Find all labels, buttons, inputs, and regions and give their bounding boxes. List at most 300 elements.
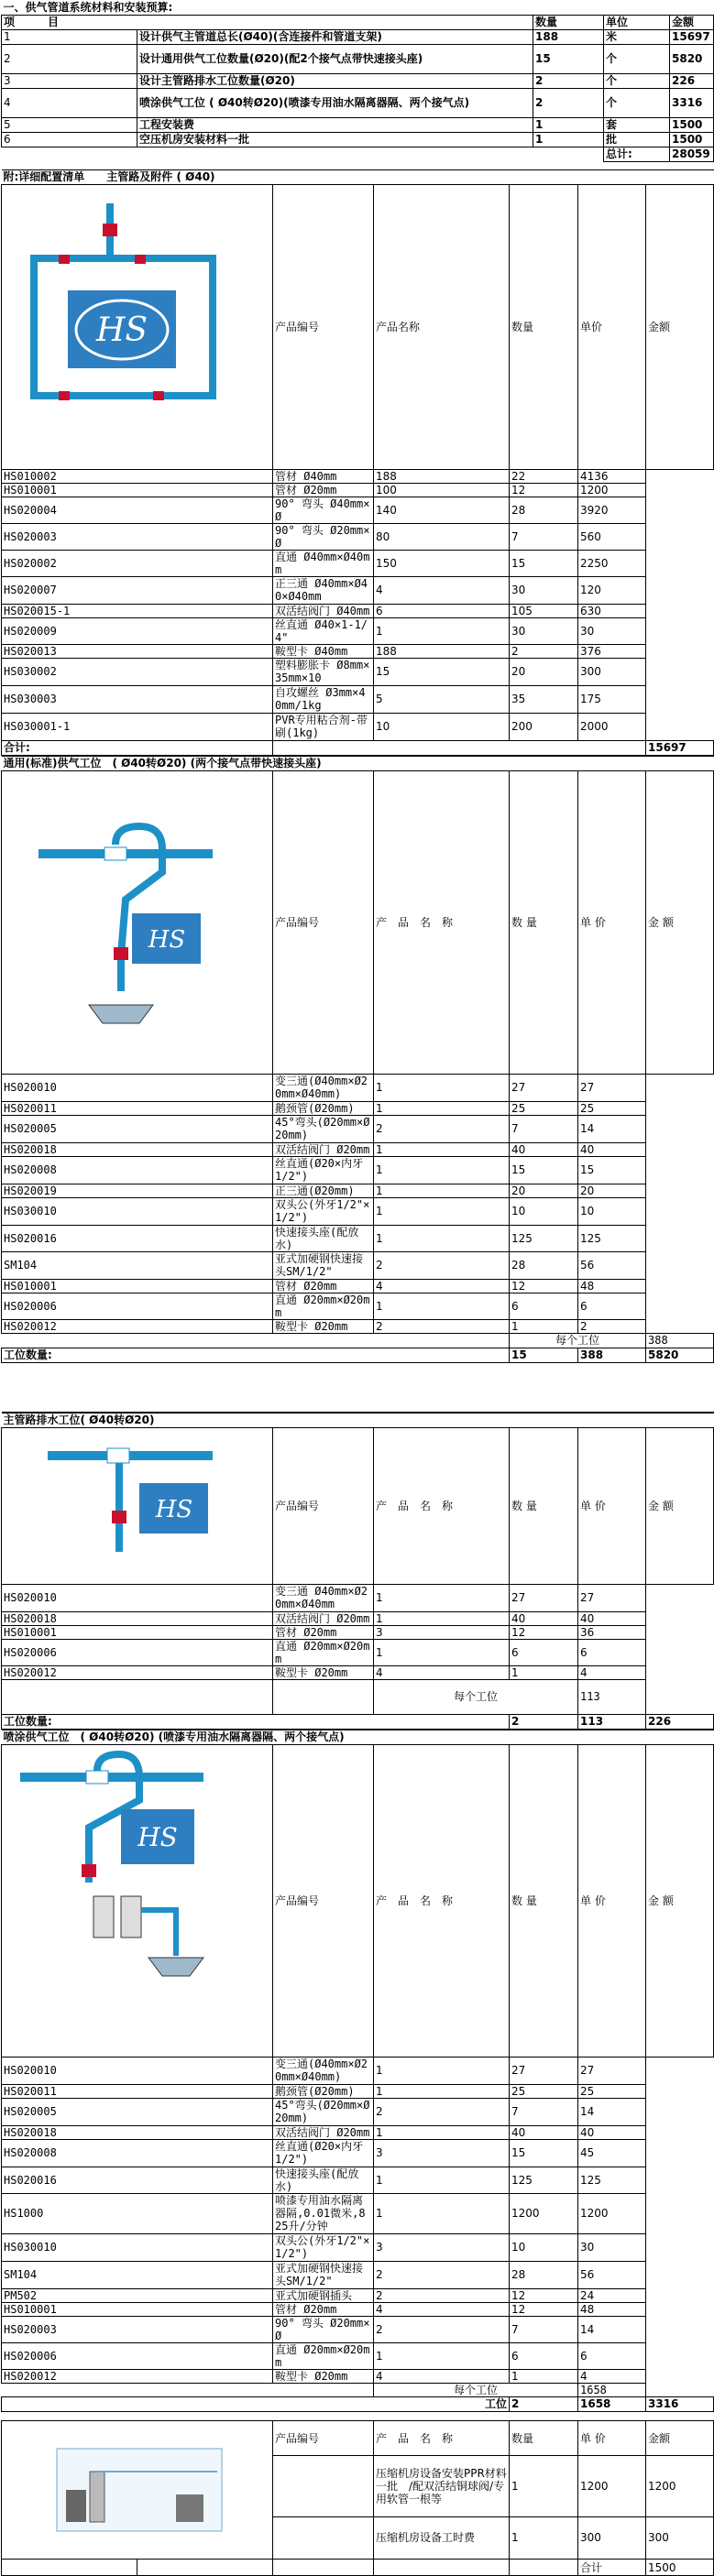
col-header-code: 产品编号 <box>273 770 374 1074</box>
cell-price: 27 <box>510 1074 578 1101</box>
summary-row <box>2 117 714 132</box>
cell-code: HS030003 <box>2 685 273 713</box>
table-row <box>2 713 714 740</box>
row-item: 设计供气主管道总长(Ø40)(含连接件和管道支架) <box>137 29 533 44</box>
cell-name: 管材 Ø20mm <box>273 1279 374 1293</box>
table-row <box>2 1625 714 1639</box>
section-total-label: 合计 <box>578 2560 646 2576</box>
cell-price: 6 <box>510 2342 578 2369</box>
col-header-name: 产 品 名 称 <box>374 1744 510 2057</box>
cell-qty: 1 <box>374 2167 510 2193</box>
col-header-code: 产品编号 <box>273 2421 374 2456</box>
per-station-label: 每个工位 <box>510 1333 646 1348</box>
cell-name: 管材 Ø20mm <box>273 1625 374 1639</box>
cell-price: 27 <box>510 1584 578 1611</box>
cell-code: HS020002 <box>2 550 273 576</box>
compressor-room-diagram <box>2 2421 273 2560</box>
cell-amount: 30 <box>578 2233 646 2261</box>
spray-station-table <box>1 1730 714 2412</box>
table-row <box>2 2261 714 2288</box>
svg-text:HS: HS <box>95 311 148 349</box>
cell-price: 15 <box>510 1156 578 1184</box>
svg-text:HS: HS <box>137 1822 178 1852</box>
table-row <box>2 2369 714 2383</box>
cell-name: 直通 Ø20mm×Ø20mm <box>273 2342 374 2369</box>
table-row <box>2 604 714 617</box>
cell-name: 丝直通(Ø20×内牙1/2") <box>273 2139 374 2167</box>
cell-price: 27 <box>510 2057 578 2084</box>
cell-price: 12 <box>510 2302 578 2316</box>
cell-name: 管材 Ø20mm <box>273 2302 374 2316</box>
spray-station-diagram <box>2 1744 273 2057</box>
col-header-amount: 金额 <box>646 184 714 469</box>
cell-price: 1200 <box>578 2456 646 2516</box>
cell-code: HS020010 <box>2 1074 273 1101</box>
cell-code: HS020011 <box>2 2084 273 2098</box>
cell-qty: 4 <box>374 1279 510 1293</box>
cell-name: 双活结阀门 Ø20mm <box>273 1142 374 1156</box>
table-row <box>2 497 714 523</box>
table-row <box>2 576 714 604</box>
cell-amount: 300 <box>578 658 646 685</box>
cell-amount: 4 <box>578 2369 646 2383</box>
table-row <box>2 1074 714 1101</box>
row-qty: 1 <box>533 132 604 147</box>
cell-name: 双活结阀门 Ø40mm <box>273 604 374 617</box>
cell-name: 管材 Ø20mm <box>273 483 374 497</box>
table-row <box>2 1293 714 1319</box>
cell-amount: 25 <box>578 2084 646 2098</box>
pipe-diagram-icon <box>2 771 271 1074</box>
cell-amount: 56 <box>578 2261 646 2288</box>
cell-qty: 1 <box>374 1197 510 1225</box>
cell-price: 10 <box>510 2233 578 2261</box>
main-pipe-diagram <box>2 184 273 469</box>
cell-price: 15 <box>510 2139 578 2167</box>
table-row <box>2 617 714 644</box>
compressor-room-table <box>1 2412 714 2576</box>
grand-total-label: 总计: <box>604 147 670 161</box>
summary-header-qty: 数量 <box>533 15 604 29</box>
cell-price: 25 <box>510 1101 578 1115</box>
cell-code: HS020005 <box>2 1115 273 1142</box>
summary-table <box>1 0 714 162</box>
row-qty: 2 <box>533 73 604 88</box>
cell-qty: 1 <box>374 1184 510 1197</box>
summary-header-item: 项 目 <box>2 15 533 29</box>
cell-name: 快速接头座(配放水) <box>273 2167 374 2193</box>
cell-amount: 630 <box>578 604 646 617</box>
col-header-name: 产品名称 <box>374 184 510 469</box>
cell-code: HS030001-1 <box>2 713 273 740</box>
cell-amount: 6 <box>578 1639 646 1665</box>
cell-amount: 6 <box>578 2342 646 2369</box>
station-count: 15 <box>510 1348 578 1362</box>
station-unit-price: 388 <box>578 1348 646 1362</box>
station-count-label: 工位数量: <box>2 1348 510 1362</box>
cell-name: 正三通(Ø20mm) <box>273 1184 374 1197</box>
col-header-price: 单 价 <box>578 1427 646 1584</box>
cell-qty: 2 <box>374 1115 510 1142</box>
cell-price: 1200 <box>510 2193 578 2233</box>
table-row <box>2 1279 714 1293</box>
col-header-name: 产 品 名 称 <box>374 770 510 1074</box>
svg-text:HS: HS <box>155 1496 193 1523</box>
cell-qty: 1 <box>374 617 510 644</box>
cell-name: 鞍型卡 Ø40mm <box>273 644 374 658</box>
cell-code: HS020012 <box>2 1319 273 1333</box>
cell-qty: 1 <box>374 1584 510 1611</box>
cell-name: 双活结阀门 Ø20mm <box>273 2125 374 2139</box>
table-row <box>2 2125 714 2139</box>
standard-station-table <box>1 756 714 1413</box>
table-row <box>2 658 714 685</box>
cell-price: 12 <box>510 1625 578 1639</box>
row-amount: 15697 <box>670 29 714 44</box>
cell-name: 压缩机房设备工时费 <box>374 2516 510 2559</box>
cell-price: 105 <box>510 604 578 617</box>
cell-price: 10 <box>510 1197 578 1225</box>
cell-price: 28 <box>510 2261 578 2288</box>
cell-price: 12 <box>510 483 578 497</box>
cell-price: 35 <box>510 685 578 713</box>
station-unit-price: 113 <box>578 1714 646 1729</box>
cell-qty: 1 <box>374 1156 510 1184</box>
cell-name: 鞍型卡 Ø20mm <box>273 1665 374 1679</box>
section-total-value: 15697 <box>646 740 714 755</box>
cell-qty: 1 <box>374 2057 510 2084</box>
cell-name: 90° 弯头 Ø20mm×Ø <box>273 523 374 550</box>
cell-name: 直通 Ø40mm×Ø40mm <box>273 550 374 576</box>
cell-name: 丝直通(Ø20×内牙1/2") <box>273 1156 374 1184</box>
cell-name: 鞍型卡 Ø20mm <box>273 1319 374 1333</box>
cell-name: 变三通(Ø40mm×Ø20mm×Ø40mm) <box>273 1074 374 1101</box>
cell-amount: 2000 <box>578 713 646 740</box>
section-title: 通用(标准)供气工位 ( Ø40转Ø20) (两个接气点带快速接头座) <box>2 756 714 770</box>
summary-row <box>2 132 714 147</box>
cell-qty: 1 <box>510 2456 578 2516</box>
table-row <box>2 2302 714 2316</box>
row-qty: 188 <box>533 29 604 44</box>
cell-amount: 560 <box>578 523 646 550</box>
cell-price: 7 <box>510 523 578 550</box>
cell-price: 7 <box>510 2316 578 2342</box>
cell-amount: 14 <box>578 2316 646 2342</box>
cell-name: 亚式加硬钢插头 <box>273 2288 374 2302</box>
cell-amount: 376 <box>578 644 646 658</box>
summary-row <box>2 73 714 88</box>
cell-price: 125 <box>510 2167 578 2193</box>
drain-station-table <box>1 1413 714 1730</box>
cell-amount: 48 <box>578 1279 646 1293</box>
cell-amount: 36 <box>578 1625 646 1639</box>
row-number: 2 <box>2 44 137 73</box>
cell-qty: 1 <box>374 1074 510 1101</box>
cell-code: HS020010 <box>2 1584 273 1611</box>
cell-amount: 40 <box>578 1142 646 1156</box>
cell-amount: 2 <box>578 1319 646 1333</box>
cell-amount: 24 <box>578 2288 646 2302</box>
cell-price: 1 <box>510 1319 578 1333</box>
col-header-name: 产 品 名 称 <box>374 2421 510 2456</box>
cell-code: HS020016 <box>2 2167 273 2193</box>
table-row <box>2 2288 714 2302</box>
row-item: 工程安装费 <box>137 117 533 132</box>
cell-amount: 300 <box>646 2516 714 2559</box>
cell-price: 30 <box>510 576 578 604</box>
cell-name: 90° 弯头 Ø40mm×Ø <box>273 497 374 523</box>
cell-name: 亚式加硬钢快速接头SM/1/2" <box>273 2261 374 2288</box>
station-total: 226 <box>646 1714 714 1729</box>
cell-price: 2 <box>510 644 578 658</box>
row-unit: 批 <box>604 132 670 147</box>
drain-station-diagram <box>2 1427 273 1584</box>
cell-amount: 2250 <box>578 550 646 576</box>
cell-code: HS020003 <box>2 2316 273 2342</box>
cell-price: 30 <box>510 617 578 644</box>
cell-code <box>273 2456 374 2516</box>
cell-price: 1 <box>510 2369 578 2383</box>
cell-price: 20 <box>510 658 578 685</box>
section-total-label: 合计: <box>2 740 273 755</box>
cell-amount: 4 <box>578 1665 646 1679</box>
table-row <box>2 1197 714 1225</box>
cell-qty: 1 <box>374 2084 510 2098</box>
cell-price: 200 <box>510 713 578 740</box>
cell-amount: 6 <box>578 1293 646 1319</box>
col-header-qty: 数 量 <box>510 1427 578 1584</box>
cell-code: HS1000 <box>2 2193 273 2233</box>
cell-name: 亚式加硬钢快速接头SM/1/2" <box>273 1251 374 1279</box>
cell-amount: 48 <box>578 2302 646 2316</box>
cell-qty: 2 <box>374 2288 510 2302</box>
cell-code: HS020012 <box>2 1665 273 1679</box>
cell-name: 变三通 Ø40mm×Ø20mm×Ø40mm <box>273 1584 374 1611</box>
cell-price: 40 <box>510 2125 578 2139</box>
cell-code: HS020006 <box>2 1639 273 1665</box>
summary-row <box>2 88 714 117</box>
col-header-amount: 金 额 <box>646 1427 714 1584</box>
cell-code: HS020004 <box>2 497 273 523</box>
table-row <box>2 1115 714 1142</box>
cell-code: HS020016 <box>2 1225 273 1251</box>
per-station-label: 每个工位 <box>374 2383 578 2396</box>
cell-code: PM502 <box>2 2288 273 2302</box>
cell-amount: 3920 <box>578 497 646 523</box>
section-total-value: 1500 <box>646 2560 714 2576</box>
table-row <box>2 2057 714 2084</box>
row-amount: 1500 <box>670 117 714 132</box>
per-station-value: 1658 <box>578 2383 646 2396</box>
cell-price: 1 <box>510 1665 578 1679</box>
per-station-value: 388 <box>646 1333 714 1348</box>
cell-code: HS020019 <box>2 1184 273 1197</box>
cell-qty: 1 <box>374 2125 510 2139</box>
cell-amount: 27 <box>578 1074 646 1101</box>
cell-price: 7 <box>510 2098 578 2125</box>
cell-qty: 4 <box>374 2369 510 2383</box>
cell-amount: 1200 <box>646 2456 714 2516</box>
pipe-diagram-icon <box>2 2421 271 2559</box>
cell-qty: 1 <box>374 1225 510 1251</box>
table-row <box>2 523 714 550</box>
station-total: 5820 <box>646 1348 714 1362</box>
section-title: 附:详细配置清单 主管路及附件 ( Ø40) <box>2 169 714 184</box>
cell-amount: 125 <box>578 2167 646 2193</box>
col-header-qty: 数量 <box>510 184 578 469</box>
cell-code: HS020007 <box>2 576 273 604</box>
row-item: 空压机房安装材料一批 <box>137 132 533 147</box>
cell-amount: 40 <box>578 2125 646 2139</box>
cell-name: 鹅颈管(Ø20mm) <box>273 1101 374 1115</box>
cell-amount: 15 <box>578 1156 646 1184</box>
cell-price: 20 <box>510 1184 578 1197</box>
cell-code: HS010001 <box>2 2302 273 2316</box>
standard-station-diagram <box>2 770 273 1074</box>
row-number: 5 <box>2 117 137 132</box>
cell-code: HS020012 <box>2 2369 273 2383</box>
cell-qty: 2 <box>374 1251 510 1279</box>
row-number: 4 <box>2 88 137 117</box>
cell-name: 直通 Ø20mm×Ø20mm <box>273 1293 374 1319</box>
cell-price: 22 <box>510 469 578 483</box>
cell-code: HS020013 <box>2 644 273 658</box>
cell-code: HS020015-1 <box>2 604 273 617</box>
table-row <box>2 1665 714 1679</box>
cell-qty: 6 <box>374 604 510 617</box>
cell-qty: 2 <box>374 2261 510 2288</box>
row-item: 设计主管路排水工位数量(Ø20) <box>137 73 533 88</box>
cell-amount: 14 <box>578 2098 646 2125</box>
cell-name: 正三通 Ø40mm×Ø40×Ø40mm <box>273 576 374 604</box>
row-amount: 226 <box>670 73 714 88</box>
cell-qty: 2 <box>374 2098 510 2125</box>
grand-total-value: 28059 <box>670 147 714 161</box>
col-header-qty: 数 量 <box>510 770 578 1074</box>
cell-price: 40 <box>510 1611 578 1625</box>
cell-qty: 1 <box>374 2342 510 2369</box>
cell-qty: 3 <box>374 2233 510 2261</box>
cell-code: HS020005 <box>2 2098 273 2125</box>
table-row <box>2 1101 714 1115</box>
pipe-diagram-icon <box>2 1428 271 1584</box>
cell-qty: 100 <box>374 483 510 497</box>
col-header-code: 产品编号 <box>273 1744 374 2057</box>
cell-qty: 1 <box>510 2516 578 2559</box>
station-count-label: 工位数量: <box>2 1714 510 1729</box>
row-unit: 个 <box>604 73 670 88</box>
cell-name: 喷漆专用油水隔离器隔,0.01微米,825升/分钟 <box>273 2193 374 2233</box>
cell-name: 变三通(Ø40mm×Ø20mm×Ø40mm) <box>273 2057 374 2084</box>
cell-code: SM104 <box>2 1251 273 1279</box>
cell-qty: 3 <box>374 1625 510 1639</box>
cell-code: HS020018 <box>2 1611 273 1625</box>
col-header-amount: 金额 <box>646 2421 714 2456</box>
cell-amount: 45 <box>578 2139 646 2167</box>
cell-price: 28 <box>510 1251 578 1279</box>
cell-amount: 175 <box>578 685 646 713</box>
cell-amount: 27 <box>578 2057 646 2084</box>
cell-name: PVR专用粘合剂-带刷(1kg) <box>273 713 374 740</box>
table-row <box>2 2316 714 2342</box>
cell-name: 双活结阀门 Ø20mm <box>273 1611 374 1625</box>
cell-amount: 1200 <box>578 483 646 497</box>
cell-amount: 20 <box>578 1184 646 1197</box>
table-row <box>2 483 714 497</box>
cell-qty: 80 <box>374 523 510 550</box>
cell-qty: 4 <box>374 2302 510 2316</box>
cell-code: HS020009 <box>2 617 273 644</box>
cell-name: 快速接头座(配放水) <box>273 1225 374 1251</box>
cell-qty: 1 <box>374 1611 510 1625</box>
row-number: 3 <box>2 73 137 88</box>
col-header-qty: 数 量 <box>510 1744 578 2057</box>
col-header-amount: 金 额 <box>646 770 714 1074</box>
cell-amount: 40 <box>578 1611 646 1625</box>
row-amount: 1500 <box>670 132 714 147</box>
row-amount: 3316 <box>670 88 714 117</box>
cell-code: HS020003 <box>2 523 273 550</box>
table-row <box>2 1184 714 1197</box>
station-count: 2 <box>510 1714 578 1729</box>
cell-name: 自攻螺丝 Ø3mm×40mm/1kg <box>273 685 374 713</box>
cell-qty: 2 <box>374 2316 510 2342</box>
pipe-diagram-icon <box>2 185 271 469</box>
cell-amount: 14 <box>578 1115 646 1142</box>
table-row <box>2 2342 714 2369</box>
table-row <box>2 2233 714 2261</box>
cell-code: HS020008 <box>2 1156 273 1184</box>
cell-amount: 4136 <box>578 469 646 483</box>
cell-price: 125 <box>510 1225 578 1251</box>
cell-price: 12 <box>510 2288 578 2302</box>
row-item: 设计通用供气工位数量(Ø20)(配2个接气点带快速接头座) <box>137 44 533 73</box>
cell-price: 6 <box>510 1293 578 1319</box>
col-header-code: 产品编号 <box>273 1427 374 1584</box>
table-row <box>2 1251 714 1279</box>
col-header-qty: 数量 <box>510 2421 578 2456</box>
cell-price: 25 <box>510 2084 578 2098</box>
cell-code: HS010001 <box>2 1279 273 1293</box>
station-count-label: 工位 <box>2 2396 510 2411</box>
row-qty: 1 <box>533 117 604 132</box>
cell-price: 7 <box>510 1115 578 1142</box>
cell-price: 12 <box>510 1279 578 1293</box>
cell-qty: 15 <box>374 658 510 685</box>
table-row <box>2 685 714 713</box>
col-header-price: 单 价 <box>578 1744 646 2057</box>
main-pipe-table <box>1 169 714 756</box>
row-qty: 15 <box>533 44 604 73</box>
summary-header-amount: 金额 <box>670 15 714 29</box>
table-row <box>2 2084 714 2098</box>
cell-code: HS010001 <box>2 483 273 497</box>
page-title: 一、供气管道系统材料和安装预算: <box>2 0 714 15</box>
pipe-diagram-icon <box>2 1745 271 2057</box>
section-title: 喷涂供气工位 ( Ø40转Ø20) (喷漆专用油水隔离器隔、两个接气点) <box>2 1730 714 1744</box>
row-amount: 5820 <box>670 44 714 73</box>
row-qty: 2 <box>533 88 604 117</box>
cell-code: HS020018 <box>2 1142 273 1156</box>
cell-price: 28 <box>510 497 578 523</box>
cell-code: HS010001 <box>2 1625 273 1639</box>
table-row <box>2 1319 714 1333</box>
cell-name: 45°弯头(Ø20mm×Ø20mm) <box>273 2098 374 2125</box>
svg-text:HS: HS <box>148 926 186 954</box>
station-total: 3316 <box>646 2396 714 2411</box>
table-row <box>2 2193 714 2233</box>
cell-qty: 5 <box>374 685 510 713</box>
